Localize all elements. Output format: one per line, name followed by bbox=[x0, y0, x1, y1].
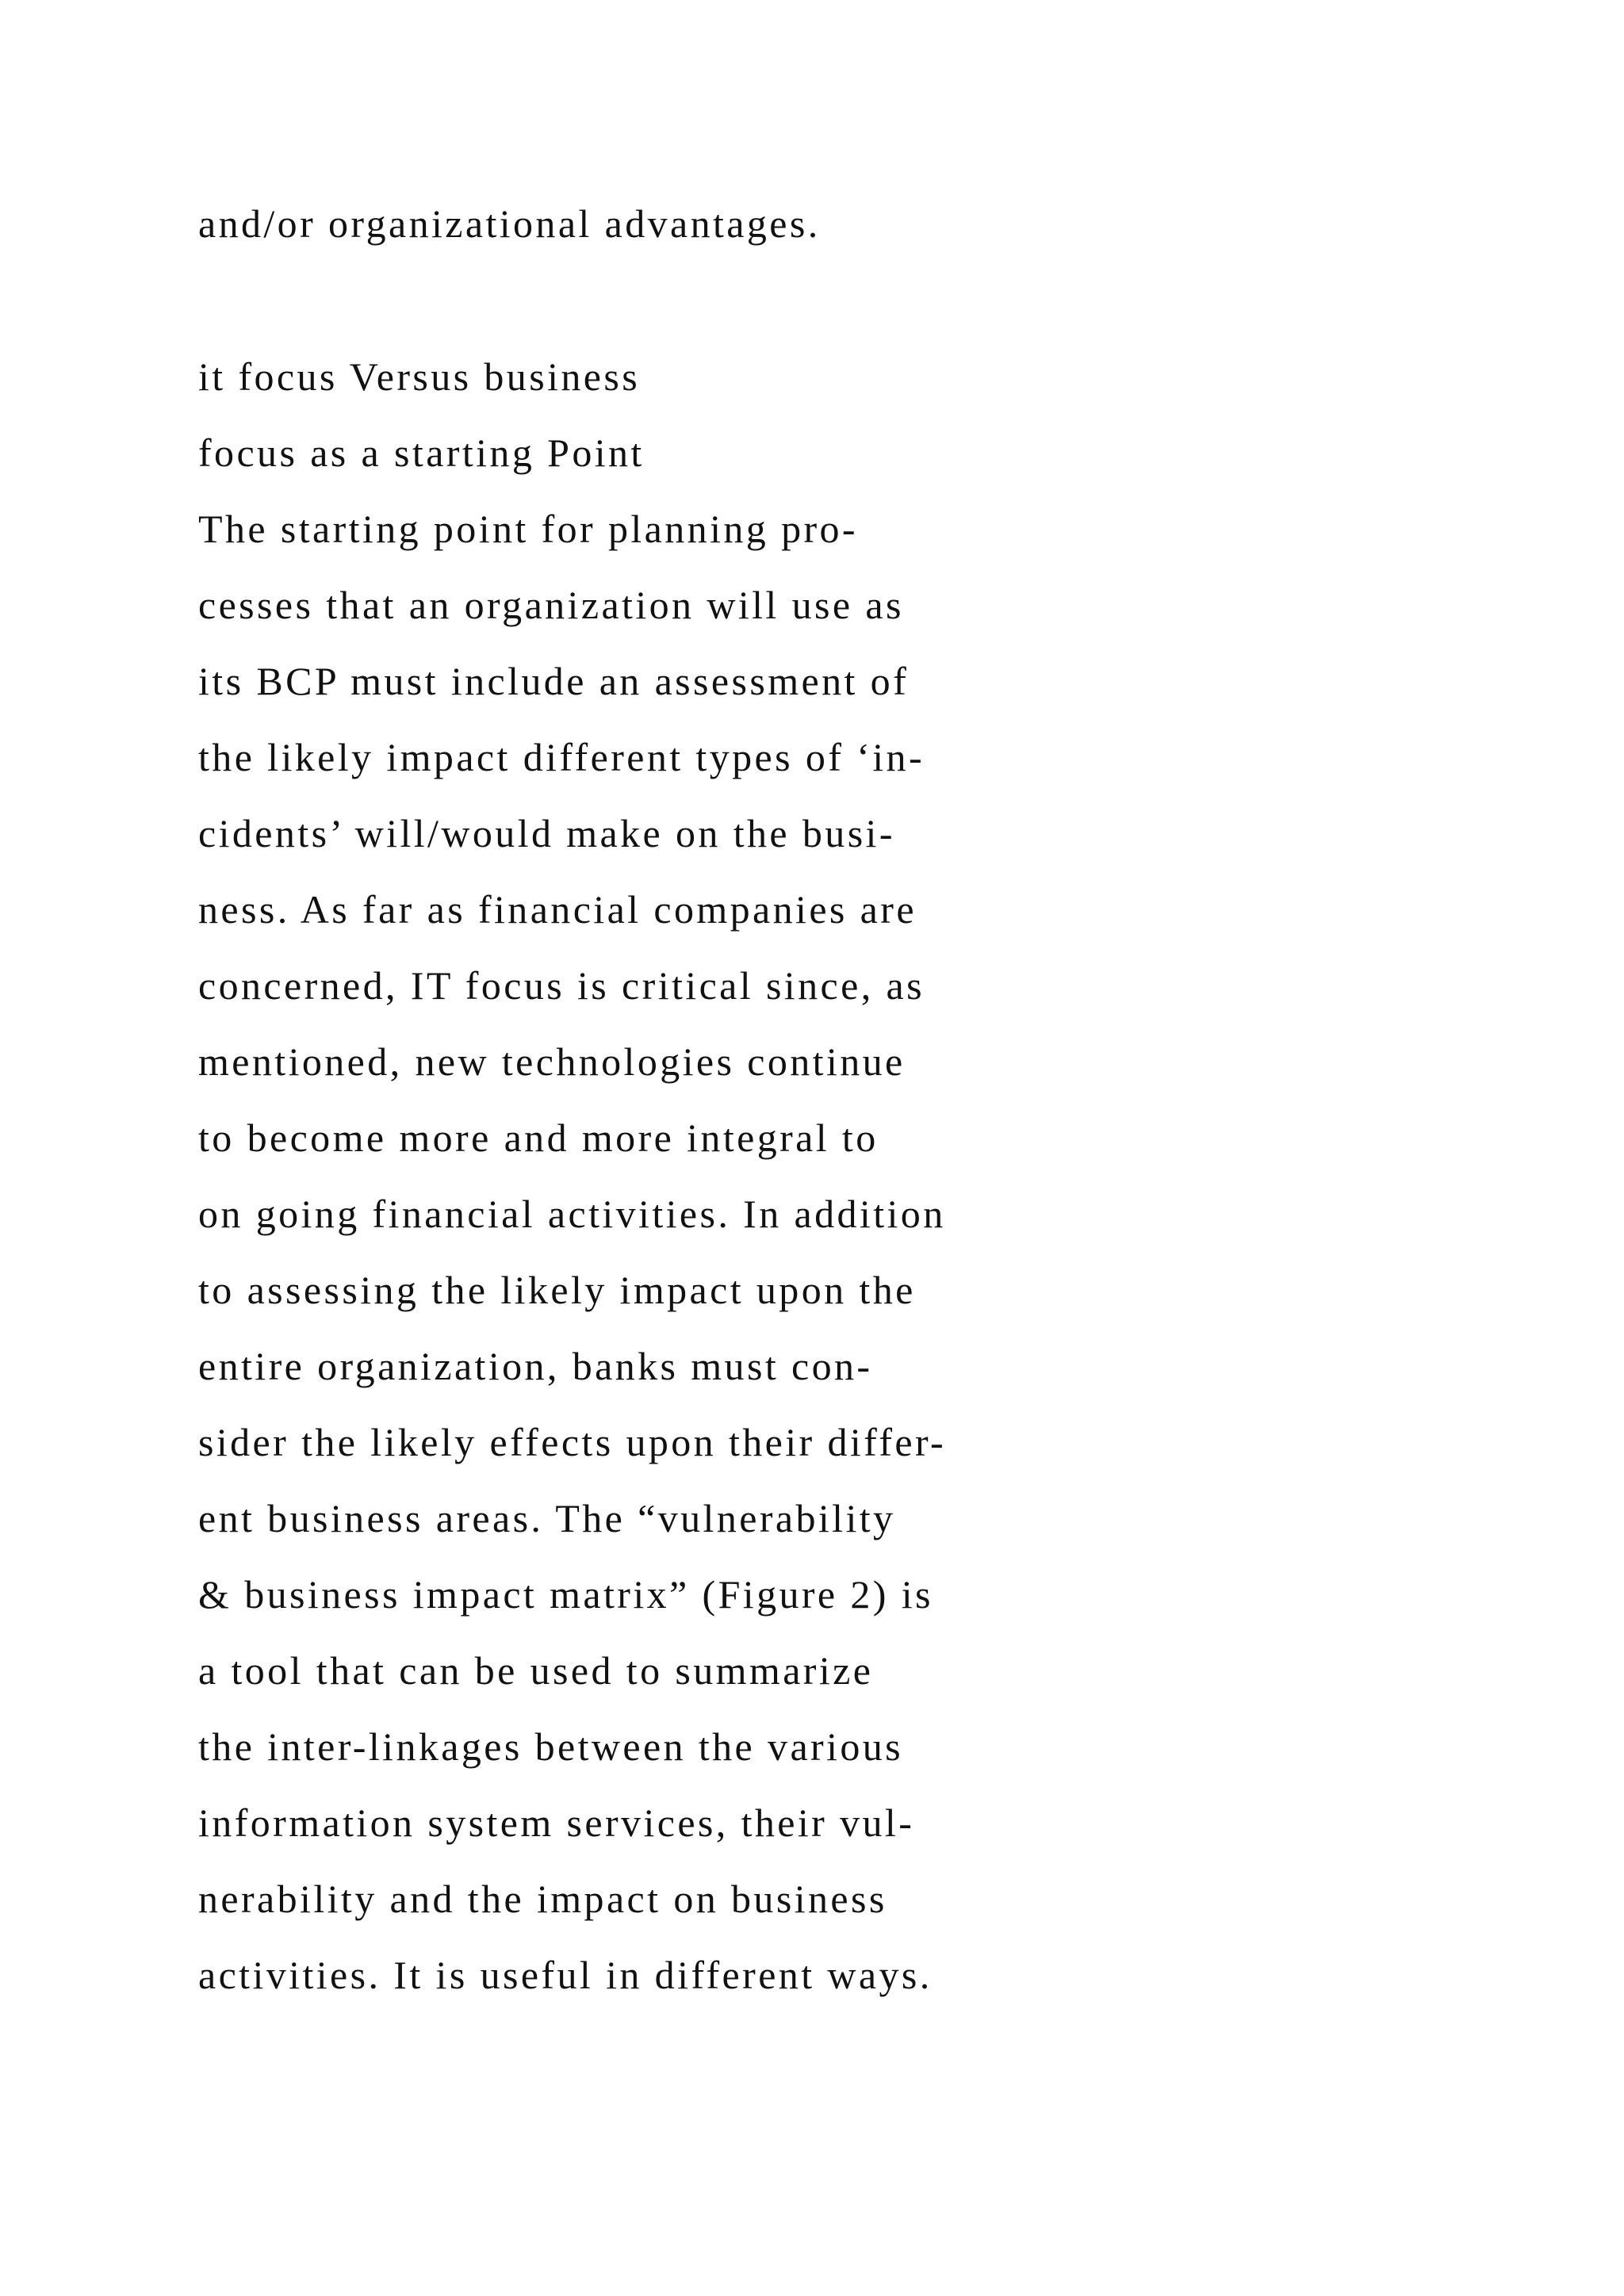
body-text-line: ness. As far as financial companies are bbox=[198, 887, 917, 932]
body-text-line: & business impact matrix” (Figure 2) is bbox=[198, 1572, 933, 1617]
section-it-focus bbox=[198, 339, 1388, 2013]
body-text-line: entire organization, banks must con- bbox=[198, 1344, 873, 1388]
section-heading-line: it focus Versus business bbox=[198, 354, 641, 399]
body-text-line: cidents’ will/would make on the busi- bbox=[198, 811, 895, 855]
body-text-line: activities. It is useful in different ways. bbox=[198, 1953, 933, 1997]
text-line: and/or organizational advantages. bbox=[198, 201, 821, 246]
body-text-line: the likely impact different types of ‘in- bbox=[198, 735, 925, 779]
body-text-line: information system services, their vul- bbox=[198, 1800, 915, 1845]
body-text-line: its BCP must include an assessment of bbox=[198, 659, 910, 703]
section-heading-line: focus as a starting Point bbox=[198, 430, 645, 475]
body-text-line: the inter-linkages between the various bbox=[198, 1724, 904, 1769]
body-text-line: mentioned, new technologies continue bbox=[198, 1039, 906, 1084]
body-text-line: The starting point for planning pro- bbox=[198, 507, 858, 551]
body-text-line: sider the likely effects upon their differ- bbox=[198, 1420, 947, 1464]
body-text-line: to become more and more integral to bbox=[198, 1115, 879, 1160]
body-text-line: cesses that an organization will use as bbox=[198, 583, 904, 627]
body-text-line: ent business areas. The “vulnerability bbox=[198, 1496, 896, 1540]
intro-paragraph bbox=[198, 186, 1388, 262]
body-text-line: concerned, IT focus is critical since, as bbox=[198, 963, 925, 1008]
body-text-line: on going financial activities. In addition bbox=[198, 1192, 946, 1236]
body-text-line: to assessing the likely impact upon the bbox=[198, 1268, 916, 1312]
body-text-line: nerability and the impact on business bbox=[198, 1877, 887, 1921]
body-text-line: a tool that can be used to summarize bbox=[198, 1648, 874, 1693]
